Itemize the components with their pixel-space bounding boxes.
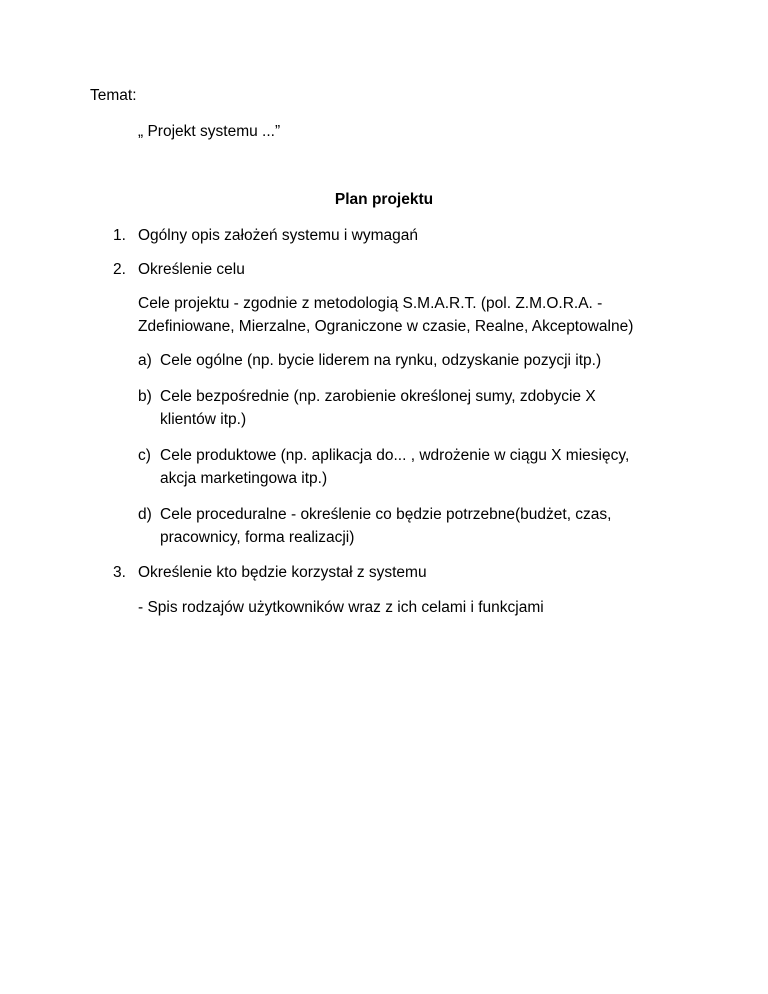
list-item-2-description-line-1: Cele projektu - zgodnie z metodologią S.M.A.R.T. (pol. Z.M.O.R.A. - xyxy=(138,295,603,312)
subitem-d-marker: d) xyxy=(138,506,152,523)
subitem-b-marker: b) xyxy=(138,388,152,405)
list-item-3-marker: 3. xyxy=(113,564,126,581)
list-item-1-text: Ogólny opis założeń systemu i wymagań xyxy=(138,227,418,244)
list-item-2-text: Określenie celu xyxy=(138,261,245,278)
subitem-b-line-2: klientów itp.) xyxy=(160,411,247,428)
list-item-3-text: Określenie kto będzie korzystał z systemu xyxy=(138,564,427,581)
subitem-d-line-1: Cele proceduralne - określenie co będzie potrzebne(budżet, czas, xyxy=(160,506,612,523)
subitem-d-line-2: pracownicy, forma realizacji) xyxy=(160,529,355,546)
list-item-2-marker: 2. xyxy=(113,261,126,278)
topic-value: „ Projekt systemu ...” xyxy=(138,123,281,140)
subitem-c-line-1: Cele produktowe (np. aplikacja do... , wdrożenie w ciągu X miesięcy, xyxy=(160,447,630,464)
topic-label: Temat: xyxy=(90,87,137,104)
list-item-1-marker: 1. xyxy=(113,227,126,244)
subitem-a-marker: a) xyxy=(138,352,152,369)
list-item-3-description-line-1: - Spis rodzajów użytkowników wraz z ich celami i funkcjami xyxy=(138,599,544,616)
subitem-b-line-1: Cele bezpośrednie (np. zarobienie określonej sumy, zdobycie X xyxy=(160,388,596,405)
subitem-a-line-1: Cele ogólne (np. bycie liderem na rynku, odzyskanie pozycji itp.) xyxy=(160,352,602,369)
plan-title: Plan projektu xyxy=(334,191,434,208)
subitem-c-marker: c) xyxy=(138,447,151,464)
subitem-c-line-2: akcja marketingowa itp.) xyxy=(160,470,328,487)
list-item-2-description-line-2: Zdefiniowane, Mierzalne, Ograniczone w czasie, Realne, Akceptowalne) xyxy=(138,318,634,335)
